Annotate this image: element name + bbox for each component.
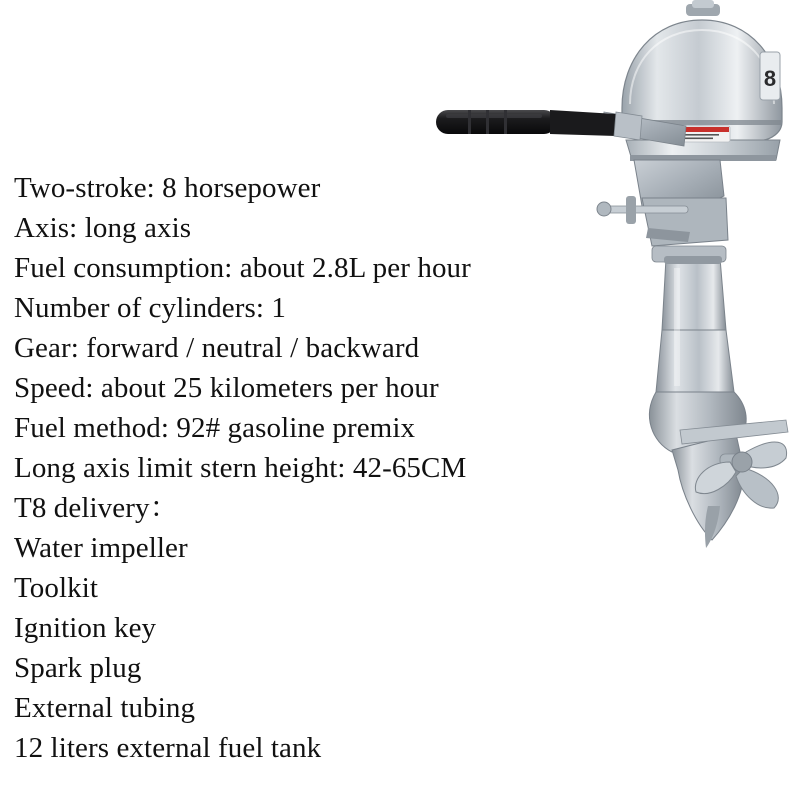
spec-item: Ignition key [14,612,157,644]
spec-item: External tubing [14,692,196,724]
spec-item: Number of cylinders: 1 [14,292,286,324]
lower-unit [649,392,788,548]
spec-item: Toolkit [14,572,99,604]
spec-item: Gear: forward / neutral / backward [14,332,420,364]
svg-text:8: 8 [763,66,777,91]
spec-item: Long axis limit stern height: 42-65CM [14,452,467,484]
specification-list [14,168,614,768]
transom-bracket [597,160,728,262]
horsepower-badge [760,52,780,100]
spec-item: 12 liters external fuel tank [14,732,322,764]
engine-top-cap [686,0,720,16]
spec-item: Axis: long axis [14,212,192,244]
spec-item: T8 delivery： [14,492,179,524]
spec-item: Water impeller [14,532,188,564]
spec-item: Speed: about 25 kilometers per hour [14,372,439,404]
cowl-base-band [626,140,780,161]
spec-item: Two-stroke: 8 horsepower [14,172,321,204]
spec-item: Spark plug [14,652,142,684]
spec-item: Fuel consumption: about 2.8L per hour [14,252,471,284]
spec-item: Fuel method: 92# gasoline premix [14,412,416,444]
drive-shaft-housing [656,256,734,392]
